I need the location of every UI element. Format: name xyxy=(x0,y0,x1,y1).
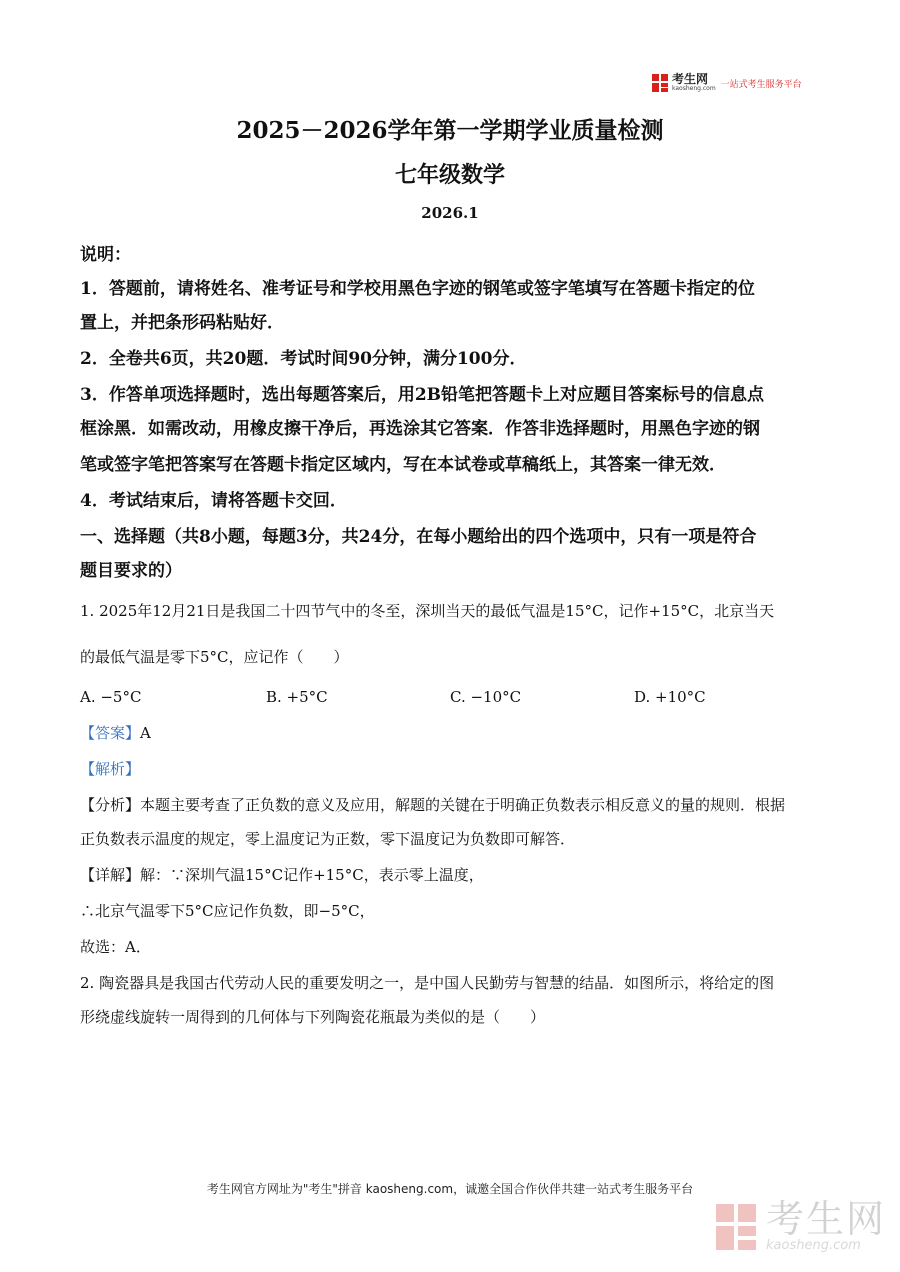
logo-slogan: 一站式考生服务平台 xyxy=(720,79,802,90)
analysis-tag: 【解析】 xyxy=(80,760,141,778)
exam-date: 2026.1 xyxy=(421,204,479,222)
question-1-line-1: 1. 2025年12月21日是我国二十四节气中的冬至，深圳当天的最低气温是15°C，记作+15°C，北京当天 xyxy=(80,602,775,620)
logo-domain: kaosheng.com xyxy=(672,85,716,92)
kaosheng-logo-icon xyxy=(652,74,668,92)
instruction-2: 2．全卷共6页，共20题．考试时间90分钟，满分100分． xyxy=(80,349,527,369)
question-1-detail-line-1: 【详解】解：∵深圳气温15°C记作+15°C，表示零上温度， xyxy=(80,866,484,884)
instruction-1-line-1: 1．答题前，请将姓名、准考证号和学校用黑色字迹的钢笔或签字笔填写在答题卡指定的位 xyxy=(80,279,755,299)
question-1-option-c: C. −10°C xyxy=(450,688,522,706)
question-2-line-1: 2. 陶瓷器具是我国古代劳动人民的重要发明之一，是中国人民勤劳与智慧的结晶．如图所示，将给定的图 xyxy=(80,974,775,992)
instruction-4: 4．考试结束后，请将答题卡交回． xyxy=(80,491,347,511)
footer-note: 考生网官方网址为"考生"拼音 kaosheng.com，诚邀全国合作伙伴共建一站式考生服务平台 xyxy=(206,1182,694,1196)
question-1-answer xyxy=(80,722,825,743)
question-1-option-a: A. −5°C xyxy=(80,688,142,706)
section-1-heading-line-2: 题目要求的） xyxy=(80,561,182,581)
question-1-line-2: 的最低气温是零下5°C，应记作（ ） xyxy=(80,648,349,666)
watermark xyxy=(716,1197,887,1253)
question-1-option-b: B. +5°C xyxy=(266,688,328,706)
question-1-fenxi-line-2: 正负数表示温度的规定，零上温度记为正数，零下温度记为负数即可解答． xyxy=(80,830,576,848)
question-1-fenxi-line-1: 【分析】本题主要考查了正负数的意义及应用，解题的关键在于明确正负数表示相反意义的量的规则．根据 xyxy=(80,796,786,814)
answer-value: A xyxy=(140,724,151,742)
question-1-option-d: D. +10°C xyxy=(634,688,706,706)
logo-name: 考生网 xyxy=(672,72,709,86)
question-1-detail-line-2: ∴北京气温零下5°C应记作负数，即−5°C， xyxy=(80,902,375,920)
answer-tag: 【答案】 xyxy=(80,724,141,742)
instruction-3-line-3: 笔或签字笔把答案写在答题卡指定区域内，写在本试卷或草稿纸上，其答案一律无效． xyxy=(80,455,726,475)
exam-title: 2025－2026学年第一学期学业质量检测 xyxy=(236,117,664,144)
instruction-3-line-1: 3．作答单项选择题时，选出每题答案后，用2B铅笔把答题卡上对应题目答案标号的信息点 xyxy=(80,385,765,405)
question-1-detail-line-3: 故选：A． xyxy=(80,938,151,956)
question-2-line-2: 形绕虚线旋转一周得到的几何体与下列陶瓷花瓶最为类似的是（ ） xyxy=(80,1008,546,1026)
watermark-logo-icon xyxy=(716,1204,758,1250)
instruction-1-line-2: 置上，并把条形码粘贴好． xyxy=(80,313,284,333)
watermark-domain: kaosheng.com xyxy=(766,1238,861,1253)
header-logo xyxy=(652,72,802,94)
instructions-heading: 说明： xyxy=(80,245,131,265)
instruction-3-line-2: 框涂黑．如需改动，用橡皮擦干净后，再选涂其它答案．作答非选择题时，用黑色字迹的钢 xyxy=(80,419,760,439)
exam-subject: 七年级数学 xyxy=(394,162,505,188)
section-1-heading-line-1: 一、选择题（共8小题，每题3分，共24分，在每小题给出的四个选项中，只有一项是符合 xyxy=(80,527,757,547)
watermark-name: 考生网 xyxy=(766,1197,887,1241)
